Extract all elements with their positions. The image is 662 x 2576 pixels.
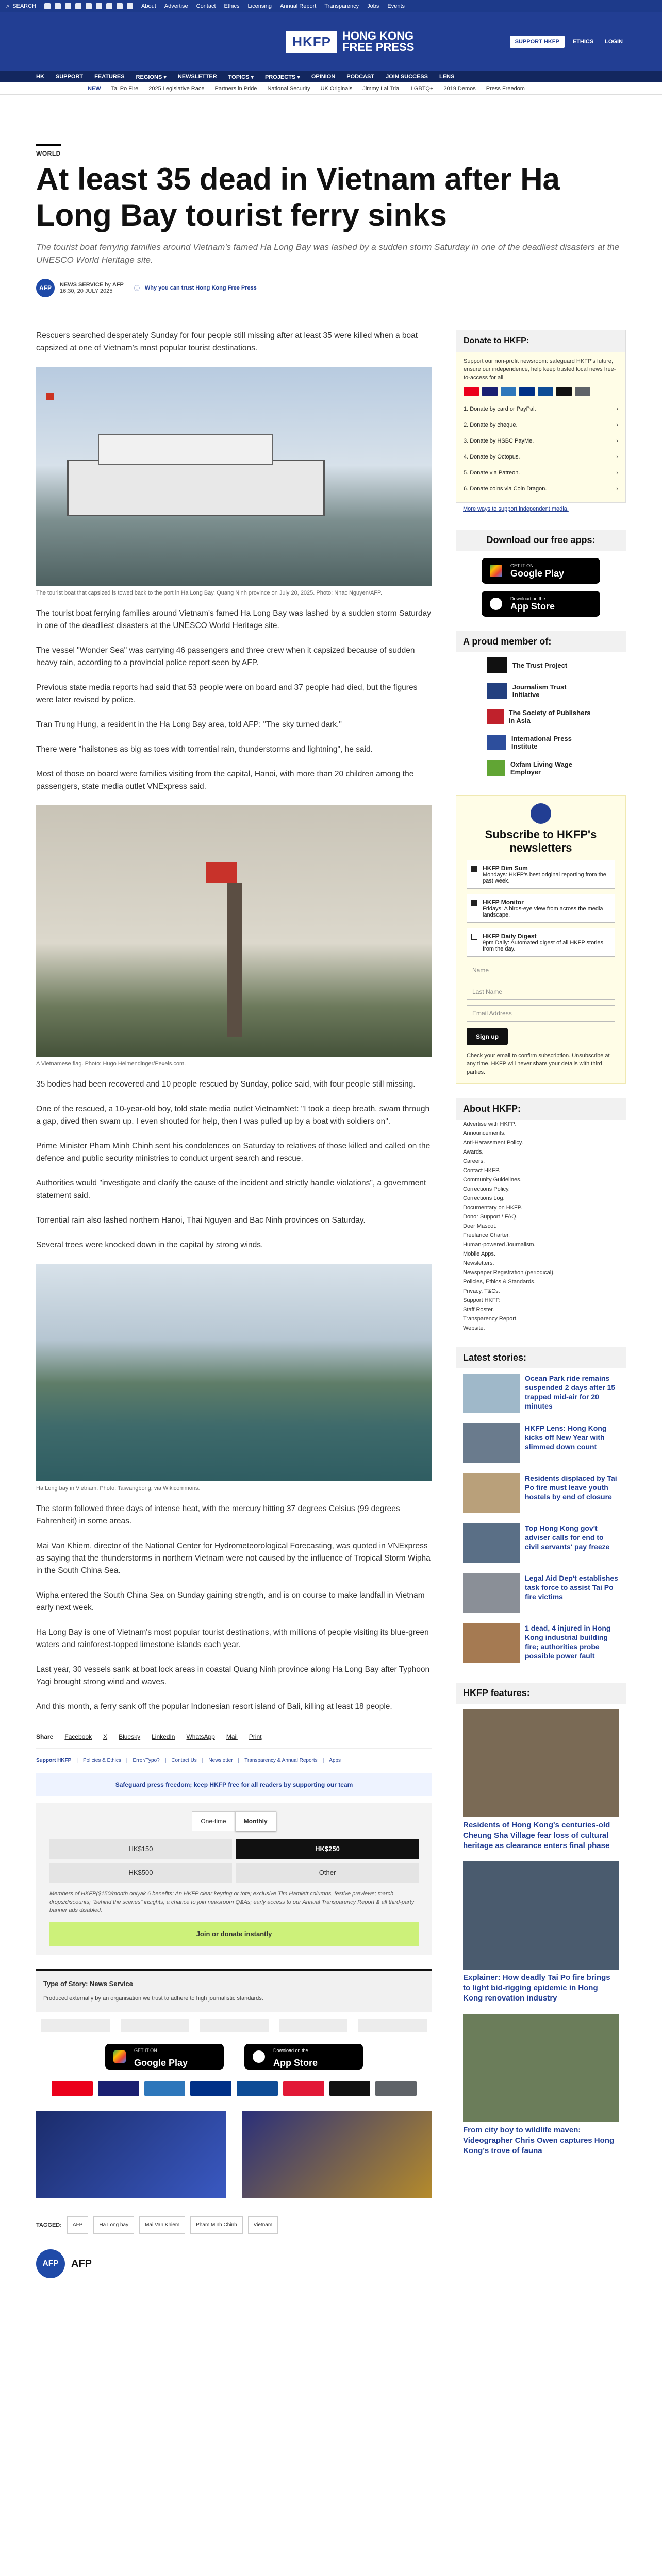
donate-option[interactable]: 2. Donate by cheque. ›	[464, 417, 618, 433]
share-bar	[36, 1725, 432, 1749]
latest-story[interactable]	[456, 1368, 626, 1418]
why-trust-link[interactable]: Why you can trust Hong Kong Free Press	[144, 285, 257, 291]
tag[interactable]: Ha Long bay	[93, 2216, 134, 2234]
footer-link[interactable]: Newsletter	[208, 1758, 233, 1764]
feature-thumbnail[interactable]	[463, 1861, 619, 1970]
ethics-banner[interactable]	[36, 2111, 226, 2198]
donate-text: Support our non-profit newsroom: safeguard HKFP's future, ensure our independence, help keep trusted local news free-to-access for all.	[464, 358, 616, 381]
about-item[interactable]: Website.	[463, 1325, 485, 1331]
apps-title: Download our free apps:	[456, 530, 626, 551]
amex-icon	[144, 2081, 186, 2096]
paragraph: The vessel "Wonder Sea" was carrying 46 passengers and three crew when it capsized because of sudden heavy rain, according to a provincial police report seen by AFP.	[36, 646, 415, 667]
tag[interactable]: Mai Van Khiem	[139, 2216, 185, 2234]
google-play-button[interactable]: GET IT ON Google Play	[105, 2044, 224, 2070]
feature-title[interactable]: Residents of Hong Kong's centuries-old Cheung Sha Village fear loss of cultural heritage as clearance enters final phase	[463, 1821, 610, 1850]
figure-flag	[36, 805, 432, 1068]
nav-item[interactable]: PODCAST	[346, 74, 375, 80]
nav-item[interactable]: HK	[36, 74, 44, 80]
about-item[interactable]: Support HKFP.	[463, 1297, 501, 1303]
byline-text: NEWS SERVICE by AFP 16:30, 20 JULY 2025	[60, 282, 124, 294]
about-item[interactable]: Human-powered Journalism.	[463, 1242, 536, 1248]
separator: |	[76, 1758, 78, 1764]
figure-halong	[36, 1264, 432, 1493]
newsletter-option[interactable]: HKFP Monitor Fridays: A birds-eye view from across the media landscape.	[467, 894, 615, 923]
oxfam-logo[interactable]	[358, 2019, 427, 2032]
amount-option-other[interactable]: Other	[236, 1863, 419, 1883]
latest-story[interactable]	[456, 1418, 626, 1468]
membership-benefits: Members of HKFP($150/month onlyak 6 benefits: An HKFP clear keyring or tote; exclusive Tim Hamlett columns, festive previews; march drops/discounts; "behind the scenes" insights; a chance to join newsroom Q&As; early access to our Annual Transparency Report & all third-party banner ads disabled.	[49, 1891, 415, 1913]
about-item[interactable]: Careers.	[463, 1158, 485, 1164]
feature-story[interactable]	[456, 1856, 626, 2009]
separator: |	[238, 1758, 240, 1764]
safeguard-banner[interactable]: Safeguard press freedom; keep HKFP free for all readers by supporting our team	[36, 1773, 432, 1796]
author-avatar[interactable]: AFP	[36, 2249, 65, 2278]
about-item[interactable]: Community Guidelines.	[463, 1177, 522, 1183]
share-bluesky[interactable]: Bluesky	[119, 1733, 141, 1740]
feature-story[interactable]	[456, 2009, 626, 2161]
topbar-link[interactable]: About	[141, 3, 156, 9]
figure-boat	[36, 367, 432, 597]
article-standfirst: The tourist boat ferrying families around Vietnam's famed Ha Long Bay was lashed by a sudden storm Saturday in one of the deadliest disasters at the UNESCO World Heritage site.	[36, 242, 620, 265]
ticker-item[interactable]: Jimmy Lai Trial	[362, 85, 401, 92]
topbar-link[interactable]: Advertise	[164, 3, 188, 9]
photo-caption: Ha Long bay in Vietnam. Photo: Taiwangbong, via Wikicommons.	[36, 1485, 200, 1492]
about-title: About HKFP:	[456, 1098, 626, 1120]
story-thumbnail[interactable]	[463, 1423, 520, 1463]
latest-story[interactable]	[456, 1568, 626, 1618]
topbar-link[interactable]: Jobs	[367, 3, 379, 9]
nav-item[interactable]: NEWSLETTER	[177, 74, 217, 80]
feature-title[interactable]: Explainer: How deadly Tai Po fire brings to light bid-rigging epidemic in Hong Kong renovation industry	[463, 1973, 610, 2003]
story-thumbnail[interactable]	[463, 1374, 520, 1413]
paragraph: There were "hailstones as big as toes with torrential rain, thunderstorms and lightning", he said.	[36, 745, 373, 754]
chevron-right-icon: ›	[616, 486, 618, 492]
paragraph: Wipha entered the South China Sea on Sunday gaining strength, and is on course to make landfall in Vietnam early next week.	[36, 1591, 425, 1612]
feature-story[interactable]	[456, 1704, 626, 1856]
topbar-link[interactable]: Annual Report	[280, 3, 317, 9]
chevron-right-icon: ›	[616, 438, 618, 444]
chevron-right-icon: ›	[616, 454, 618, 460]
latest-title: Latest stories:	[456, 1347, 626, 1368]
footer-link[interactable]: Transparency & Annual Reports	[244, 1758, 318, 1764]
trust-project-logo	[487, 657, 507, 673]
article-body	[36, 330, 432, 2278]
youtube-icon[interactable]	[96, 3, 102, 9]
about-item[interactable]: Doer Mascot.	[463, 1223, 497, 1229]
app-store-button[interactable]: Download on the App Store	[244, 2044, 363, 2070]
tag[interactable]: Pham Minh Chinh	[190, 2216, 242, 2234]
toggle-monthly[interactable]: Monthly	[235, 1811, 276, 1831]
about-item[interactable]: Newspaper Registration (periodical).	[463, 1269, 555, 1276]
applepay-icon	[329, 2081, 371, 2096]
jti-logo[interactable]	[121, 2019, 190, 2032]
author-avatar[interactable]: AFP	[36, 279, 55, 297]
jcb-icon	[237, 2081, 278, 2096]
about-item[interactable]: Announcements.	[463, 1130, 506, 1137]
paypal-icon	[519, 387, 535, 396]
about-item[interactable]: Corrections Log.	[463, 1195, 505, 1201]
newsletter-note: Check your email to confirm subscription. Unsubscribe at any time. HKFP will never share your details with third parties.	[467, 1053, 610, 1075]
info-icon: ⓘ	[134, 285, 140, 292]
promo-banners	[36, 2104, 432, 2206]
nav-item[interactable]: LENS	[439, 74, 455, 80]
applepay-icon	[556, 387, 572, 396]
about-list	[456, 1120, 626, 1333]
header-actions	[510, 36, 626, 48]
mastodon-icon[interactable]	[106, 3, 112, 9]
about-item[interactable]: Contact HKFP.	[463, 1167, 500, 1174]
nav-item[interactable]: JOIN SUCCESS	[386, 74, 428, 80]
section-label[interactable]: WORLD	[36, 144, 61, 157]
photo-shape	[67, 460, 325, 516]
jcb-icon	[538, 387, 553, 396]
member-title: A proud member of:	[456, 631, 626, 652]
newsletter-box	[456, 795, 626, 1084]
paragraph: One of the rescued, a 10-year-old boy, told state media outlet VietnamNet: "I took a deep breath, swam through a gap, dived then swam up. I even shouted for help, then I was pulled up by a boat with soldiers on".	[36, 1105, 430, 1126]
photo-halong-bay	[36, 1264, 432, 1481]
mastercard-icon	[52, 2081, 93, 2096]
paragraph: Most of those on board were families visiting from the capital, Hanoi, with more than 20 children among the passengers, state media outlet VNExpress said.	[36, 770, 414, 791]
sidebar	[456, 330, 626, 2161]
ipi-logo[interactable]	[279, 2019, 348, 2032]
name-input[interactable]: Name	[467, 962, 615, 978]
paragraph: Torrential rain also lashed northern Hanoi, Thai Nguyen and Bac Ninh provinces on Saturday.	[36, 1216, 366, 1225]
latest-story[interactable]	[456, 1468, 626, 1518]
story-thumbnail[interactable]	[463, 1523, 520, 1563]
features-list	[456, 1704, 626, 2161]
member-item[interactable]: International Press Institute	[456, 730, 626, 755]
share-facebook[interactable]: Facebook	[64, 1733, 92, 1740]
join-button[interactable]: Join or donate instantly	[49, 1922, 419, 1946]
story-title[interactable]: Ocean Park ride remains suspended 2 days after 15 trapped mid-air for 20 minutes	[525, 1374, 616, 1410]
ticker-item[interactable]: UK Originals	[320, 85, 353, 92]
latest-story[interactable]	[456, 1618, 626, 1668]
share-whatsapp[interactable]: WhatsApp	[186, 1733, 215, 1740]
features-title: HKFP features:	[456, 1683, 626, 1704]
ticker-item[interactable]: LGBTQ+	[410, 85, 434, 92]
story-title[interactable]: Residents displaced by Tai Po fire must leave youth hostels by end of closure	[525, 1474, 617, 1501]
visa-icon	[98, 2081, 139, 2096]
utility-bar	[0, 0, 662, 12]
twitter-icon[interactable]	[44, 3, 51, 9]
donate-box	[456, 330, 626, 503]
apple-icon	[490, 598, 502, 610]
logo-box: HKFP	[286, 31, 337, 53]
paragraph: Tran Trung Hung, a resident in the Ha Long Bay area, told AFP: "The sky turned dark."	[36, 720, 342, 729]
topbar-search[interactable]: ⌕ SEARCH	[6, 3, 37, 9]
sopa-logo	[487, 709, 504, 724]
photo-capsized-boat	[36, 367, 432, 586]
member-item[interactable]: Journalism Trust Initiative	[456, 678, 626, 704]
topbar-link[interactable]: Contact	[196, 3, 216, 9]
amount-option[interactable]: HK$150	[49, 1839, 232, 1859]
googlepay-icon	[375, 2081, 417, 2096]
support-form	[36, 1803, 432, 1955]
topbar-link[interactable]: Events	[387, 3, 405, 9]
threads-icon[interactable]	[75, 3, 81, 9]
google-play-icon	[113, 2050, 126, 2063]
ticker-item[interactable]: National Security	[267, 85, 310, 92]
share-label: Share	[36, 1733, 54, 1740]
ipi-logo	[487, 735, 506, 750]
topbar-link[interactable]: Transparency	[324, 3, 359, 9]
paypal-icon	[190, 2081, 231, 2096]
story-title[interactable]: 1 dead, 4 injured in Hong Kong industrial building fire; authorities probe possible power fault	[525, 1624, 611, 1660]
article-title: At least 35 dead in Vietnam after Ha Long Bay tourist ferry sinks	[36, 162, 560, 232]
amount-options	[49, 1839, 419, 1883]
author-box	[36, 2249, 432, 2278]
author-name[interactable]: AFP	[71, 2258, 92, 2269]
paragraph: And this month, a ferry sank off the popular Indonesian resort island of Bali, killing at least 18 people.	[36, 1702, 392, 1711]
ticker-item[interactable]: Tai Po Fire	[111, 85, 139, 92]
share-mail[interactable]: Mail	[226, 1733, 238, 1740]
nav-item[interactable]: PROJECTS ▾	[264, 74, 300, 80]
site-header	[0, 12, 662, 71]
paragraph: Ha Long Bay is one of Vietnam's most popular tourist destinations, with millions of people visiting its blue-green waters and rainforest-topped limestone islands each year.	[36, 1628, 429, 1649]
paragraph: Last year, 30 vessels sank at boat lock areas in coastal Quang Ninh province along Ha Long Bay after Typhoon Yagi brought strong wind and waves.	[36, 1665, 430, 1686]
about-item[interactable]: Freelance Charter.	[463, 1232, 510, 1239]
paragraph: Rescuers searched desperately Sunday for four people still missing after at least 35 were killed when a boat capsized at one of Vietnam's most popular tourist destinations.	[36, 331, 418, 352]
member-item[interactable]: The Society of Publishers in Asia	[456, 704, 626, 730]
chevron-right-icon: ›	[616, 470, 618, 476]
google-play-icon	[490, 565, 502, 577]
paragraph: Several trees were knocked down in the capital by strong winds.	[36, 1241, 263, 1249]
more-ways-link[interactable]: More ways to support independent media.	[463, 506, 569, 512]
about-item[interactable]: Staff Roster.	[463, 1307, 494, 1313]
support-banner[interactable]	[242, 2111, 432, 2198]
social-icons	[44, 3, 133, 9]
share-x[interactable]: X	[103, 1733, 108, 1740]
feature-title[interactable]: From city boy to wildlife maven: Videographer Chris Owen captures Hong Kong's trove of fauna	[463, 2126, 615, 2155]
last-name-input[interactable]: Last Name	[467, 984, 615, 1000]
donate-option[interactable]: 4. Donate by Octopus. ›	[464, 449, 618, 465]
footer-link[interactable]: Policies & Ethics	[82, 1758, 121, 1764]
ticker-item[interactable]: 2025 Legislative Race	[148, 85, 205, 92]
ethics-link[interactable]: ETHICS	[572, 39, 594, 45]
about-item[interactable]: Policies, Ethics & Standards.	[463, 1279, 536, 1285]
about-item[interactable]: Anti-Harassment Policy.	[463, 1140, 523, 1146]
about-item[interactable]: Advertise with HKFP.	[463, 1121, 516, 1127]
photo-shape	[46, 393, 54, 400]
instagram-icon[interactable]	[65, 3, 71, 9]
story-title[interactable]: Top Hong Kong gov't adviser calls for end to civil servants' pay freeze	[525, 1524, 610, 1551]
chevron-right-icon: ›	[616, 422, 618, 428]
about-item[interactable]: Donor Support / FAQ.	[463, 1214, 518, 1220]
separator: |	[126, 1758, 128, 1764]
photo-vietnam-flag	[36, 805, 432, 1057]
footer-link[interactable]: Apps	[329, 1758, 341, 1764]
footer-link[interactable]: Contact Us	[171, 1758, 197, 1764]
logo-text: HONG KONG FREE PRESS	[342, 29, 415, 54]
toggle-one-time[interactable]: One-time	[192, 1811, 235, 1831]
nav-item[interactable]: FEATURES	[94, 74, 125, 80]
ticker-new-label: NEW	[88, 85, 101, 92]
separator: |	[164, 1758, 167, 1764]
paragraph: The tourist boat ferrying families around Vietnam's famed Ha Long Bay was lashed by a sudden storm Saturday in one of the deadliest disasters at the UNESCO World Heritage site.	[36, 609, 432, 630]
story-thumbnail[interactable]	[463, 1573, 520, 1613]
topbar-link[interactable]: Licensing	[247, 3, 272, 9]
checkbox-checked[interactable]	[471, 866, 477, 872]
member-item[interactable]: Oxfam Living Wage Employer	[456, 755, 626, 781]
story-title[interactable]: Legal Aid Dep't establishes task force to assist Tai Po fire victims	[525, 1574, 618, 1601]
about-item[interactable]: Transparency Report.	[463, 1316, 518, 1322]
mastercard-icon	[464, 387, 479, 396]
tags-label: TAGGED:	[36, 2222, 62, 2228]
story-type-box	[36, 1969, 432, 2012]
separator: |	[202, 1758, 204, 1764]
app-store-row	[36, 2040, 432, 2074]
facebook-icon[interactable]	[55, 3, 61, 9]
share-print[interactable]: Print	[249, 1733, 262, 1740]
checkbox[interactable]	[471, 934, 477, 940]
visa-icon	[482, 387, 498, 396]
article-header	[36, 144, 624, 310]
frequency-toggle	[49, 1811, 419, 1831]
email-icon[interactable]	[127, 3, 133, 9]
nav-item[interactable]: OPINION	[311, 74, 336, 80]
paragraph: Previous state media reports had said that 53 people were on board and 37 people had died, but the figures were later revised by police.	[36, 683, 418, 704]
donate-option[interactable]: 6. Donate coins via Coin Dragon. ›	[464, 481, 618, 497]
tags-row	[36, 2211, 432, 2234]
footer-links	[36, 1749, 432, 1773]
support-button[interactable]: SUPPORT HKFP	[510, 36, 565, 48]
oxfam-logo	[487, 760, 505, 776]
signup-button[interactable]: Sign up	[467, 1028, 508, 1045]
trust-project-logo[interactable]	[41, 2019, 110, 2032]
donate-title: Donate to HKFP:	[456, 330, 625, 352]
about-item[interactable]: Mobile Apps.	[463, 1251, 495, 1257]
tag[interactable]: Vietnam	[248, 2216, 278, 2234]
byline	[36, 279, 624, 310]
feature-thumbnail[interactable]	[463, 1709, 619, 1817]
story-thumbnail[interactable]	[463, 1623, 520, 1663]
app-store-button[interactable]: Download on the App Store	[482, 591, 600, 617]
email-input[interactable]: Email Address	[467, 1005, 615, 1022]
paragraph: Prime Minister Pham Minh Chinh sent his condolences on Saturday to relatives of those killed and called on the defence and public security ministries to conduct urgent search and rescue.	[36, 1142, 431, 1163]
photo-caption: The tourist boat that capsized is towed back to the port in Ha Long Bay, Quang Ninh province on July 20, 2025. Photo: Nhac Nguyen/AFP.	[36, 590, 382, 596]
nav-item[interactable]: REGIONS ▾	[136, 74, 167, 80]
nav-item[interactable]: SUPPORT	[55, 74, 84, 80]
checkbox-checked[interactable]	[471, 900, 477, 906]
unionpay-icon	[283, 2081, 324, 2096]
main-nav	[0, 71, 662, 82]
rss-icon[interactable]	[117, 3, 123, 9]
newsletter-option[interactable]: HKFP Daily Digest 9pm Daily: Automated digest of all HKFP stories from the day.	[467, 928, 615, 957]
member-logos-row	[36, 2012, 432, 2040]
donate-payment-icons	[456, 387, 625, 401]
googlepay-icon	[575, 387, 590, 396]
apple-icon	[253, 2050, 265, 2063]
newsletter-option[interactable]: HKFP Dim Sum Mondays: HKFP's best original reporting from the past week.	[467, 860, 615, 889]
about-item[interactable]: Newsletters.	[463, 1260, 494, 1266]
feature-thumbnail[interactable]	[463, 2014, 619, 2122]
amex-icon	[501, 387, 516, 396]
story-type-title: Type of Story: News Service	[43, 1980, 133, 1988]
sopa-logo[interactable]	[200, 2019, 269, 2032]
trending-ticker	[0, 82, 662, 95]
paragraph: 35 bodies had been recovered and 10 people rescued by Sunday, police said, with four people still missing.	[36, 1080, 416, 1089]
story-title[interactable]: HKFP Lens: Hong Kong kicks off New Year with slimmed down count	[525, 1424, 607, 1451]
donate-option[interactable]: 3. Donate by HSBC PayMe. ›	[464, 433, 618, 449]
photo-shape	[227, 883, 242, 1037]
google-play-button[interactable]: GET IT ON Google Play	[482, 558, 600, 584]
newsletter-title: Subscribe to HKFP's newsletters	[485, 828, 597, 854]
story-type-desc: Produced externally by an organisation we trust to adhere to high journalistic standards.	[43, 1995, 263, 2002]
paragraph: Mai Van Khiem, director of the National Center for Hydrometeorological Forecasting, was quoted in VNExpress as saying that the thunderstorms in northern Vietnam were not caused by the influence of Tropical Storm Wipha in the South China Sea.	[36, 1541, 431, 1575]
payment-methods	[36, 2074, 432, 2104]
bluesky-icon[interactable]	[86, 3, 92, 9]
photo-shape	[206, 862, 237, 883]
topbar-link[interactable]: Ethics	[224, 3, 240, 9]
member-item[interactable]: The Trust Project	[456, 652, 626, 678]
amount-option[interactable]: HK$500	[49, 1863, 232, 1883]
separator: |	[322, 1758, 324, 1764]
about-item[interactable]: Awards.	[463, 1149, 484, 1155]
latest-list	[456, 1368, 626, 1668]
login-link[interactable]: LOGIN	[605, 39, 623, 45]
about-item[interactable]: Corrections Policy.	[463, 1186, 510, 1192]
photo-caption: A Vietnamese flag. Photo: Hugo Heimendinger/Pexels.com.	[36, 1061, 186, 1067]
nav-item[interactable]: TOPICS ▾	[228, 74, 254, 80]
donate-option[interactable]: 1. Donate by card or PayPal. ›	[464, 401, 618, 417]
donate-option[interactable]: 5. Donate via Patreon. ›	[464, 465, 618, 481]
share-linkedin[interactable]: LinkedIn	[152, 1733, 175, 1740]
jti-logo	[487, 683, 507, 699]
about-item[interactable]: Privacy, T&Cs.	[463, 1288, 500, 1294]
hkfp-badge-icon	[531, 803, 551, 824]
footer-link[interactable]: Error/Typo?	[133, 1758, 160, 1764]
ticker-item[interactable]: Partners in Pride	[214, 85, 257, 92]
photo-shape	[98, 434, 273, 465]
story-thumbnail[interactable]	[463, 1473, 520, 1513]
ticker-item[interactable]: 2019 Demos	[443, 85, 476, 92]
tag[interactable]: AFP	[67, 2216, 88, 2234]
paragraph: The storm followed three days of intense heat, with the mercury hitting 37 degrees Celsius (99 degrees Fahrenheit) in some areas.	[36, 1504, 400, 1526]
site-logo[interactable]	[286, 30, 414, 53]
footer-link[interactable]: Support HKFP	[36, 1758, 72, 1764]
latest-story[interactable]	[456, 1518, 626, 1568]
chevron-right-icon: ›	[616, 406, 618, 412]
paragraph: Authorities would "investigate and clarify the cause of the incident and strictly handle violations", a government statement said.	[36, 1179, 426, 1200]
ticker-item[interactable]: Press Freedom	[486, 85, 525, 92]
search-icon: ⌕	[6, 3, 10, 9]
donate-options	[456, 401, 625, 502]
amount-option-selected[interactable]: HK$250	[236, 1839, 419, 1859]
about-item[interactable]: Documentary on HKFP.	[463, 1205, 522, 1211]
